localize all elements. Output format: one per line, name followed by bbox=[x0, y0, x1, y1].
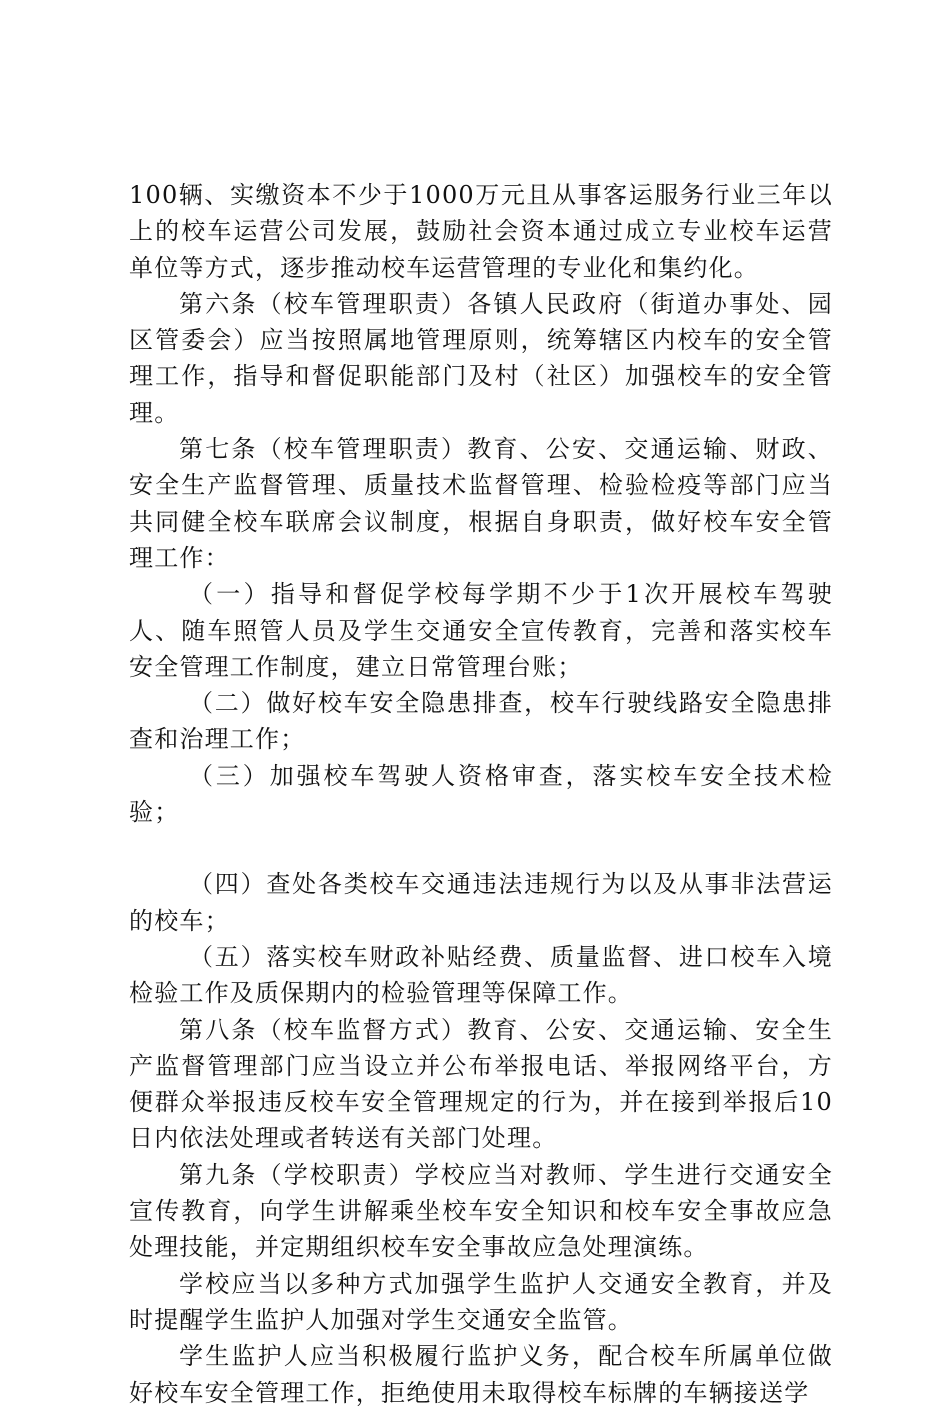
paragraph-article-6: 第六条（校车管理职责）各镇人民政府（街道办事处、园区管委会）应当按照属地管理原则，统筹辖区内校车的安全管理工作，指导和督促职能部门及村（社区）加强校车的安全管理。 bbox=[129, 289, 833, 427]
list-item-1: （一）指导和督促学校每学期不少于1次开展校车驾驶人、随车照管人员及学生交通安全宣传教育，完善和落实校车安全管理工作制度，建立日常管理台账； bbox=[129, 580, 833, 681]
paragraph-guardian-duty: 学生监护人应当积极履行监护义务，配合校车所属单位做好校车安全管理工作，拒绝使用未取得校车标牌的车辆接送学 bbox=[129, 1342, 833, 1407]
list-item-5: （五）落实校车财政补贴经费、质量监督、进口校车入境检验工作及质保期内的检验管理等保障工作。 bbox=[129, 942, 833, 1008]
paragraph-continuation: 100辆、实缴资本不少于1000万元且从事客运服务行业三年以上的校车运营公司发展，鼓励社会资本通过成立专业校车运营单位等方式，逐步推动校车运营管理的专业化和集约化。 bbox=[129, 181, 833, 282]
paragraph-article-7: 第七条（校车管理职责）教育、公安、交通运输、财政、安全生产监督管理、质量技术监督管理、检验检疫等部门应当共同健全校车联席会议制度，根据自身职责，做好校车安全管理工作： bbox=[129, 435, 833, 572]
list-item-3: （三）加强校车驾驶人资格审查，落实校车安全技术检验； bbox=[129, 761, 833, 827]
list-item-4: （四）查处各类校车交通违法违规行为以及从事非法营运的校车； bbox=[129, 870, 833, 935]
document-body bbox=[129, 177, 833, 1411]
list-item-2: （二）做好校车安全隐患排查，校车行驶线路安全隐患排查和治理工作； bbox=[129, 689, 833, 754]
paragraph-article-8: 第八条（校车监督方式）教育、公安、交通运输、安全生产监督管理部门应当设立并公布举报电话、举报网络平台，方便群众举报违反校车安全管理规定的行为，并在接到举报后10日内依法处理或者转送有关部门处理。 bbox=[129, 1015, 833, 1153]
paragraph-school-duty: 学校应当以多种方式加强学生监护人交通安全教育，并及时提醒学生监护人加强对学生交通安全监管。 bbox=[129, 1269, 833, 1334]
paragraph-article-9: 第九条（学校职责）学校应当对教师、学生进行交通安全宣传教育，向学生讲解乘坐校车安全知识和校车安全事故应急处理技能，并定期组织校车安全事故应急处理演练。 bbox=[129, 1160, 833, 1262]
